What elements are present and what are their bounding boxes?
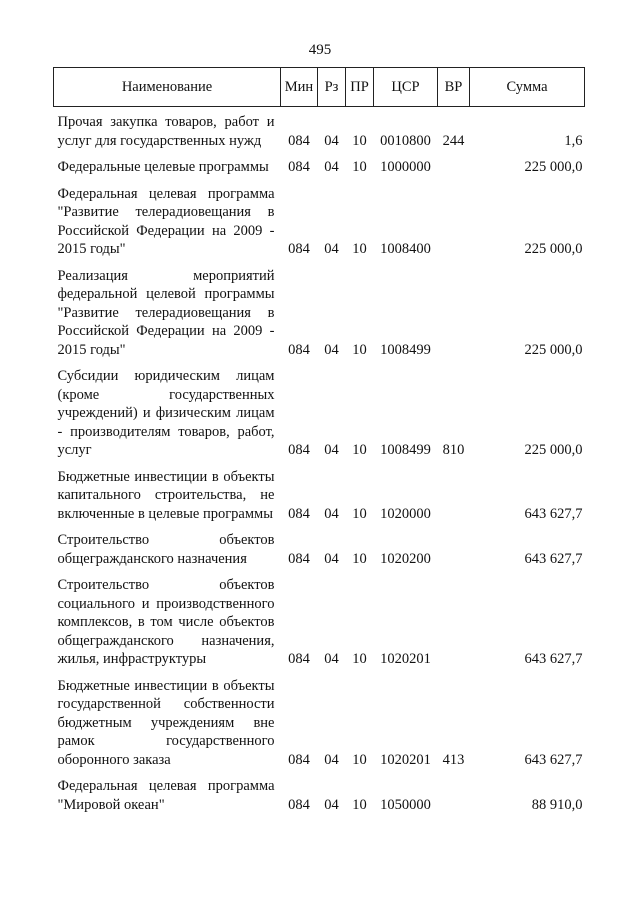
table-row <box>54 179 585 261</box>
row-name: Федеральные целевые программы <box>57 159 269 175</box>
row-sum: 225 000,0 <box>524 442 583 458</box>
row-rz: 04 <box>324 751 339 768</box>
row-sum: 225 000,0 <box>524 159 583 175</box>
row-csr: 1020000 <box>380 505 431 522</box>
row-min: 084 <box>288 505 310 522</box>
row-rz: 04 <box>324 241 339 257</box>
row-pr: 10 <box>352 442 367 458</box>
row-vr <box>438 261 470 362</box>
row-csr: 1020201 <box>380 651 431 667</box>
table-row <box>54 570 585 671</box>
table-row <box>54 525 585 570</box>
row-name: Бюджетные инвестиции в объекты государственной собственности бюджетным учреждениям вне рамок государственного оборонного заказа <box>57 677 275 768</box>
row-vr <box>438 152 470 179</box>
row-name: Прочая закупка товаров, работ и услуг для государственных нужд <box>57 114 275 149</box>
row-name: Федеральная целевая программа "Развитие телерадиовещания в Российской Федерации на 2009 - 2015 годы" <box>57 185 275 257</box>
row-min: 084 <box>288 550 310 567</box>
row-rz: 04 <box>324 159 339 175</box>
row-csr: 1020201 <box>380 751 431 768</box>
row-min: 084 <box>288 442 310 458</box>
page-number: 495 <box>308 42 332 58</box>
row-rz: 04 <box>324 132 339 149</box>
table-header <box>54 68 585 107</box>
row-vr <box>438 525 470 570</box>
row-name: Субсидии юридическим лицам (кроме государственных учреждений) и физическим лицам - производителям товаров, работ, услуг <box>57 368 275 458</box>
row-vr <box>438 462 470 526</box>
row-rz: 04 <box>324 651 339 667</box>
table-row <box>54 361 585 462</box>
row-name: Федеральная целевая программа "Мировой океан" <box>57 778 275 813</box>
row-vr <box>438 771 470 816</box>
row-rz: 04 <box>324 442 339 458</box>
row-min: 084 <box>288 651 310 667</box>
row-csr: 1020200 <box>380 550 431 567</box>
header-name: Наименование <box>54 68 281 107</box>
row-vr: 244 <box>442 132 465 149</box>
row-pr: 10 <box>352 241 367 257</box>
row-csr: 1000000 <box>380 159 431 175</box>
row-csr: 0010800 <box>380 132 431 149</box>
row-vr <box>438 179 470 261</box>
table-row <box>54 152 585 179</box>
row-pr: 10 <box>352 751 367 768</box>
row-min: 084 <box>288 241 310 257</box>
row-rz: 04 <box>324 796 339 813</box>
row-pr: 10 <box>352 651 367 667</box>
table-row <box>54 261 585 362</box>
row-min: 084 <box>288 341 310 358</box>
row-name: Строительство объектов общегражданского назначения <box>57 532 275 567</box>
row-sum: 643 627,7 <box>524 751 583 768</box>
row-vr <box>438 570 470 671</box>
row-sum: 643 627,7 <box>524 505 583 522</box>
header-row <box>54 68 585 107</box>
row-min: 084 <box>288 751 310 768</box>
header-csr: ЦСР <box>374 68 438 107</box>
row-rz: 04 <box>324 550 339 567</box>
row-sum: 225 000,0 <box>524 341 583 358</box>
table-row <box>54 771 585 816</box>
row-min: 084 <box>288 159 310 175</box>
row-pr: 10 <box>352 159 367 175</box>
row-csr: 1008400 <box>380 241 431 257</box>
row-vr: 413 <box>442 751 465 768</box>
header-sum: Сумма <box>470 68 585 107</box>
header-vr: ВР <box>438 68 470 107</box>
row-pr: 10 <box>352 796 367 813</box>
row-pr: 10 <box>352 550 367 567</box>
row-pr: 10 <box>352 132 367 149</box>
header-pr: ПР <box>346 68 374 107</box>
row-min: 084 <box>288 132 310 149</box>
table-body <box>54 107 585 817</box>
row-sum: 643 627,7 <box>524 550 583 567</box>
row-min: 084 <box>288 796 310 813</box>
row-sum: 643 627,7 <box>524 651 583 667</box>
row-csr: 1008499 <box>380 341 431 358</box>
header-min: Мин <box>281 68 318 107</box>
row-sum: 88 910,0 <box>531 796 583 813</box>
row-name: Бюджетные инвестиции в объекты капитального строительства, не включенные в целевые программы <box>57 468 275 522</box>
row-pr: 10 <box>352 505 367 522</box>
row-csr: 1050000 <box>380 796 431 813</box>
row-sum: 1,6 <box>564 132 583 149</box>
row-vr: 810 <box>442 442 465 458</box>
row-csr: 1008499 <box>380 442 431 458</box>
row-pr: 10 <box>352 341 367 358</box>
row-rz: 04 <box>324 341 339 358</box>
table-row <box>54 462 585 526</box>
table-row <box>54 107 585 153</box>
table-row <box>54 671 585 772</box>
row-name: Строительство объектов социального и производственного комплексов, в том числе объектов общегражданского назначения, жилья, инфраструктуры <box>57 577 275 667</box>
row-name: Реализация мероприятий федеральной целевой программы "Развитие телерадиовещания в Российской Федерации на 2009 - 2015 годы" <box>57 267 275 358</box>
row-rz: 04 <box>324 505 339 522</box>
row-sum: 225 000,0 <box>524 241 583 257</box>
header-rz: Рз <box>318 68 346 107</box>
budget-table <box>53 67 585 816</box>
